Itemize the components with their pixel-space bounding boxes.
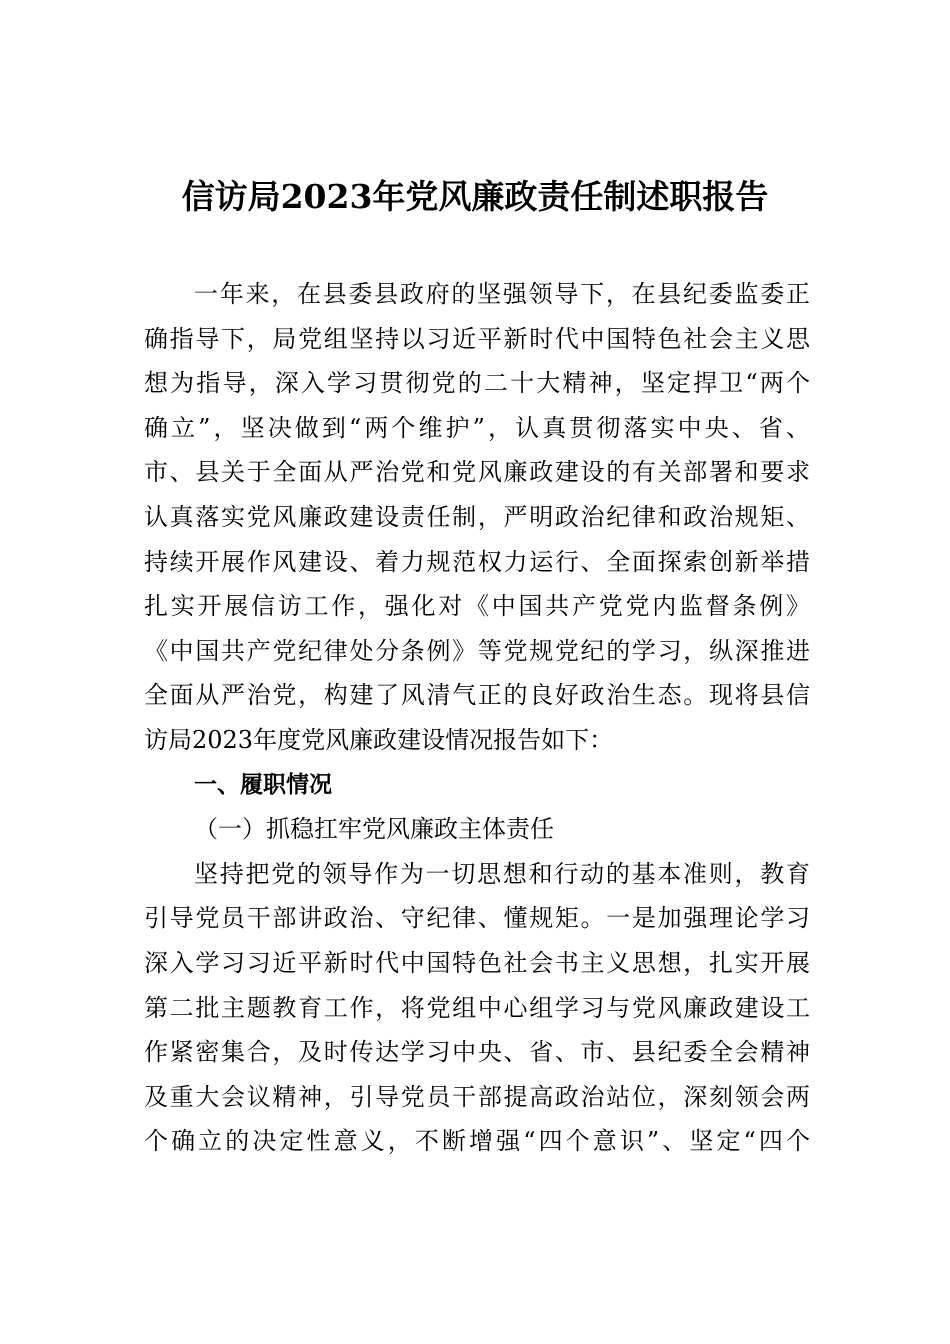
- document-body: [144, 272, 810, 1164]
- paragraph1-line: 《中国共产党纪律处分条例》等党规党纪的学习，纵深推进: [144, 636, 810, 665]
- section-heading: 一、履职情况: [194, 771, 332, 798]
- paragraph2-line: 作紧密集合，及时传达学习中央、省、市、县纪委全会精神: [144, 1038, 810, 1067]
- document-title: 信访局2023年党风廉政责任制述职报告: [181, 177, 769, 216]
- paragraph2-line: 深入学习习近平新时代中国特色社会书主义思想，扎实开展: [144, 948, 810, 977]
- paragraph1-line: 市、县关于全面从严治党和党风廉政建设的有关部署和要求: [144, 458, 810, 487]
- paragraph2-line: 引导党员干部讲政治、守纪律、懂规矩。一是加强理论学习: [144, 904, 810, 933]
- paragraph1-line: 想为指导，深入学习贯彻党的二十大精神，坚定捍卫“两个: [144, 369, 810, 398]
- paragraph2-line: 坚持把党的领导作为一切思想和行动的基本准则，教育: [194, 859, 810, 888]
- paragraph1-line: 确指导下，局党组坚持以习近平新时代中国特色社会主义思: [144, 324, 810, 353]
- paragraph1-line: 一年来，在县委县政府的坚强领导下，在县纪委监委正: [194, 280, 810, 308]
- paragraph1-line: 持续开展作风建设、着力规范权力运行、全面探索创新举措: [144, 547, 810, 576]
- paragraph2-line: 及重大会议精神，引导党员干部提高政治站位，深刻领会两: [144, 1082, 810, 1111]
- paragraph1-line: 扎实开展信访工作，强化对《中国共产党党内监督条例》: [144, 592, 810, 621]
- paragraph1-line: 认真落实党风廉政建设责任制，严明政治纪律和政治规矩、: [144, 502, 810, 531]
- paragraph2-line: 第二批主题教育工作，将党组中心组学习与党风廉政建设工: [144, 993, 810, 1022]
- subsection-heading: （一）抓稳扛牢党风廉政主体责任: [194, 815, 554, 844]
- paragraph2-line: 个确立的决定性意义，不断增强“四个意识”、坚定“四个: [144, 1127, 810, 1156]
- paragraph1-line: 确立”，坚决做到“两个维护”，认真贯彻落实中央、省、: [144, 413, 810, 442]
- paragraph1-line: 全面从严治党，构建了风清气正的良好政治生态。现将县信: [144, 681, 810, 710]
- paragraph1-line: 访局2023年度党风廉政建设情况报告如下：: [144, 725, 614, 754]
